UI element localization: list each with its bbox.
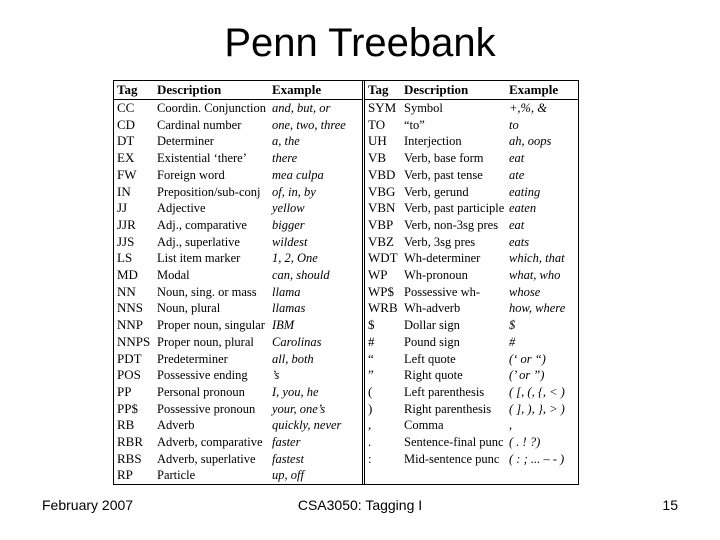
table-row	[365, 167, 578, 184]
description-cell: Verb, non-3sg pres	[404, 217, 499, 232]
tag-cell: JJ	[117, 200, 128, 216]
tag-cell: .	[368, 434, 372, 450]
tag-table-right	[365, 81, 578, 467]
tag-cell: PP	[117, 383, 132, 399]
tag-cell: MD	[117, 267, 138, 283]
table-row	[365, 100, 578, 117]
tag-cell: UH	[368, 133, 387, 149]
description-cell: Adverb	[157, 418, 195, 433]
description-cell: List item marker	[157, 251, 241, 266]
example-cell: quickly, never	[272, 418, 342, 433]
example-cell: eat	[509, 217, 525, 232]
table-header-row	[365, 81, 578, 100]
description-cell: Verb, past participle	[404, 201, 505, 216]
tag-cell: PP$	[117, 400, 138, 416]
header-tag: Tag	[114, 81, 154, 100]
description-cell: Adverb, comparative	[157, 435, 263, 450]
tag-cell: JJS	[117, 233, 135, 249]
tag-table-left-body	[114, 100, 362, 485]
tag-cell: $	[368, 317, 375, 333]
example-cell: mea culpa	[272, 167, 324, 182]
example-cell: yellow	[272, 201, 305, 216]
tag-cell: VBZ	[368, 233, 394, 249]
tag-cell: PDT	[117, 350, 142, 366]
table-row	[114, 117, 362, 134]
tag-cell: TO	[368, 116, 386, 132]
tag-cell: :	[368, 450, 372, 466]
tag-cell: (	[368, 383, 373, 399]
example-cell: faster	[272, 435, 301, 450]
table-row	[365, 384, 578, 401]
table-row	[365, 150, 578, 167]
table-row	[365, 200, 578, 217]
table-header-row	[114, 81, 362, 100]
example-cell: I, you, he	[272, 384, 319, 399]
table-row	[365, 401, 578, 418]
example-cell: $	[509, 318, 516, 333]
example-cell: eating	[509, 184, 541, 199]
description-cell: Verb, 3sg pres	[404, 234, 476, 249]
tag-cell: ,	[368, 417, 372, 433]
table-row	[365, 284, 578, 301]
description-cell: Verb, base form	[404, 151, 484, 166]
description-cell: Right quote	[404, 368, 463, 383]
description-cell: Possessive wh-	[404, 284, 481, 299]
tag-cell: RBR	[117, 434, 144, 450]
description-cell: Existential ‘there’	[157, 151, 247, 166]
description-cell: Left quote	[404, 351, 456, 366]
example-cell: (’ or ”)	[509, 368, 545, 383]
table-row	[365, 117, 578, 134]
table-row	[365, 417, 578, 434]
example-cell: ah, oops	[509, 134, 552, 149]
example-cell: one, two, three	[272, 117, 346, 132]
description-cell: Preposition/sub-conj	[157, 184, 261, 199]
example-cell: to	[509, 117, 519, 132]
description-cell: Possessive pronoun	[157, 401, 256, 416]
example-cell: (‘ or “)	[509, 351, 546, 366]
table-row	[114, 200, 362, 217]
description-cell: Foreign word	[157, 167, 225, 182]
example-cell: of, in, by	[272, 184, 316, 199]
example-cell: eaten	[509, 201, 537, 216]
tag-cell: FW	[117, 166, 137, 182]
slide-title: Penn Treebank	[224, 21, 496, 65]
description-cell: Proper noun, singular	[157, 318, 265, 333]
description-cell: Noun, plural	[157, 301, 221, 316]
description-cell: Verb, gerund	[404, 184, 469, 199]
description-cell: Possessive ending	[157, 368, 248, 383]
tag-cell: VBN	[368, 200, 396, 216]
table-row	[365, 234, 578, 251]
example-cell: eat	[509, 151, 525, 166]
description-cell: Coordin. Conjunction	[157, 101, 267, 115]
example-cell: which, that	[509, 251, 565, 266]
tag-cell: LS	[117, 250, 133, 266]
tag-cell: WDT	[368, 250, 398, 266]
tag-cell: DT	[117, 133, 135, 149]
description-cell: Determiner	[157, 134, 214, 149]
table-row	[365, 300, 578, 317]
table-row	[114, 184, 362, 201]
table-row	[365, 451, 578, 468]
tag-cell: RP	[117, 467, 133, 483]
description-cell: Sentence-final punc	[404, 435, 504, 450]
tag-cell: CC	[117, 100, 135, 115]
description-cell: Left parenthesis	[404, 384, 485, 399]
table-row	[365, 217, 578, 234]
description-cell: Adjective	[157, 201, 206, 216]
table-row	[114, 300, 362, 317]
pos-tag-table	[113, 80, 579, 485]
table-row	[114, 434, 362, 451]
example-cell: all, both	[272, 351, 314, 366]
tag-cell: VB	[368, 150, 387, 166]
description-cell: Cardinal number	[157, 117, 242, 132]
tag-cell: RB	[117, 417, 135, 433]
example-cell: wildest	[272, 234, 308, 249]
tag-cell: VBD	[368, 166, 396, 182]
example-cell: a, the	[272, 134, 300, 149]
tag-cell: JJR	[117, 216, 136, 232]
description-cell: Dollar sign	[404, 318, 460, 333]
table-row	[114, 401, 362, 418]
description-cell: Mid-sentence punc	[404, 451, 500, 466]
footer-course-title: CSA3050: Tagging I	[297, 497, 423, 513]
footer-date: February 2007	[42, 497, 134, 513]
tag-cell: WRB	[368, 300, 398, 316]
description-cell: Wh-adverb	[404, 301, 461, 316]
description-cell: Noun, sing. or mass	[157, 284, 257, 299]
tag-cell: ”	[368, 367, 374, 383]
table-row	[114, 317, 362, 334]
header-tag: Tag	[365, 81, 401, 100]
tag-cell: WP$	[368, 283, 394, 299]
example-cell: llama	[272, 284, 301, 299]
table-row	[365, 334, 578, 351]
example-cell: your, one’s	[272, 401, 326, 416]
example-cell: eats	[509, 234, 530, 249]
header-example: Example	[506, 81, 578, 100]
table-row	[114, 167, 362, 184]
table-row	[365, 133, 578, 150]
description-cell: Wh-pronoun	[404, 268, 468, 283]
tag-cell: #	[368, 333, 375, 349]
table-row	[114, 334, 362, 351]
tag-cell: CD	[117, 116, 136, 132]
tag-table-left	[114, 81, 362, 484]
description-cell: Adj., comparative	[157, 217, 247, 232]
description-cell: Adj., superlative	[157, 234, 240, 249]
table-row	[365, 367, 578, 384]
example-cell: IBM	[272, 318, 295, 333]
example-cell: #	[509, 334, 516, 349]
description-cell: Adverb, superlative	[157, 451, 256, 466]
table-row	[365, 434, 578, 451]
description-cell: Personal pronoun	[157, 384, 245, 399]
description-cell: Symbol	[404, 101, 443, 115]
table-row	[114, 351, 362, 368]
table-row	[114, 234, 362, 251]
table-row	[365, 317, 578, 334]
example-cell: ,	[509, 418, 513, 433]
tag-cell: RBS	[117, 450, 142, 466]
example-cell: ( ], ), }, > )	[509, 401, 565, 416]
example-cell: ate	[509, 167, 525, 182]
table-row	[365, 184, 578, 201]
header-example: Example	[269, 81, 362, 100]
example-cell: what, who	[509, 268, 561, 283]
example-cell: bigger	[272, 217, 305, 232]
table-row	[365, 351, 578, 368]
table-row	[114, 267, 362, 284]
tag-cell: VBG	[368, 183, 396, 199]
description-cell: Particle	[157, 468, 196, 483]
example-cell: how, where	[509, 301, 566, 316]
example-cell: ( . ! ?)	[509, 435, 541, 450]
table-left-half	[114, 81, 362, 484]
example-cell: ’s	[272, 368, 280, 383]
description-cell: Proper noun, plural	[157, 334, 254, 349]
tag-cell: POS	[117, 367, 141, 383]
example-cell: and, but, or	[272, 101, 331, 115]
table-row	[114, 367, 362, 384]
tag-cell: )	[368, 400, 373, 416]
example-cell: whose	[509, 284, 541, 299]
footer-page-number: 15	[662, 497, 678, 513]
table-row	[114, 451, 362, 468]
example-cell: there	[272, 151, 298, 166]
example-cell: llamas	[272, 301, 306, 316]
example-cell: can, should	[272, 268, 330, 283]
example-cell: up, off	[272, 468, 304, 483]
tag-cell: NNP	[117, 317, 144, 333]
table-right-half	[365, 81, 578, 484]
tag-table-right-body	[365, 100, 578, 468]
description-cell: “to”	[404, 117, 425, 132]
example-cell: ( [, (, {, < )	[509, 384, 565, 399]
description-cell: Wh-determiner	[404, 251, 481, 266]
example-cell: 1, 2, One	[272, 251, 318, 266]
tag-cell: EX	[117, 150, 135, 166]
example-cell: fastest	[272, 451, 304, 466]
example-cell: ( : ; ... – - )	[509, 451, 565, 466]
description-cell: Verb, past tense	[404, 167, 483, 182]
tag-cell: SYM	[368, 100, 397, 115]
tag-cell: IN	[117, 183, 131, 199]
table-row	[365, 250, 578, 267]
description-cell: Pound sign	[404, 334, 460, 349]
tag-cell: “	[368, 350, 374, 366]
table-row	[114, 250, 362, 267]
example-cell: +,%, &	[509, 101, 547, 115]
description-cell: Right parenthesis	[404, 401, 492, 416]
table-row	[114, 150, 362, 167]
description-cell: Predeterminer	[157, 351, 228, 366]
table-row	[114, 384, 362, 401]
table-row	[114, 133, 362, 150]
table-row	[114, 417, 362, 434]
tag-cell: WP	[368, 267, 388, 283]
description-cell: Comma	[404, 418, 444, 433]
header-description: Description	[154, 81, 269, 100]
description-cell: Interjection	[404, 134, 462, 149]
tag-cell: NNS	[117, 300, 144, 316]
description-cell: Modal	[157, 268, 190, 283]
table-row	[114, 100, 362, 117]
tag-cell: NNPS	[117, 333, 151, 349]
table-row	[365, 267, 578, 284]
table-row	[114, 284, 362, 301]
example-cell: Carolinas	[272, 334, 322, 349]
tag-cell: NN	[117, 283, 136, 299]
tag-cell: VBP	[368, 216, 394, 232]
table-row	[114, 217, 362, 234]
table-row	[114, 467, 362, 484]
header-description: Description	[401, 81, 506, 100]
